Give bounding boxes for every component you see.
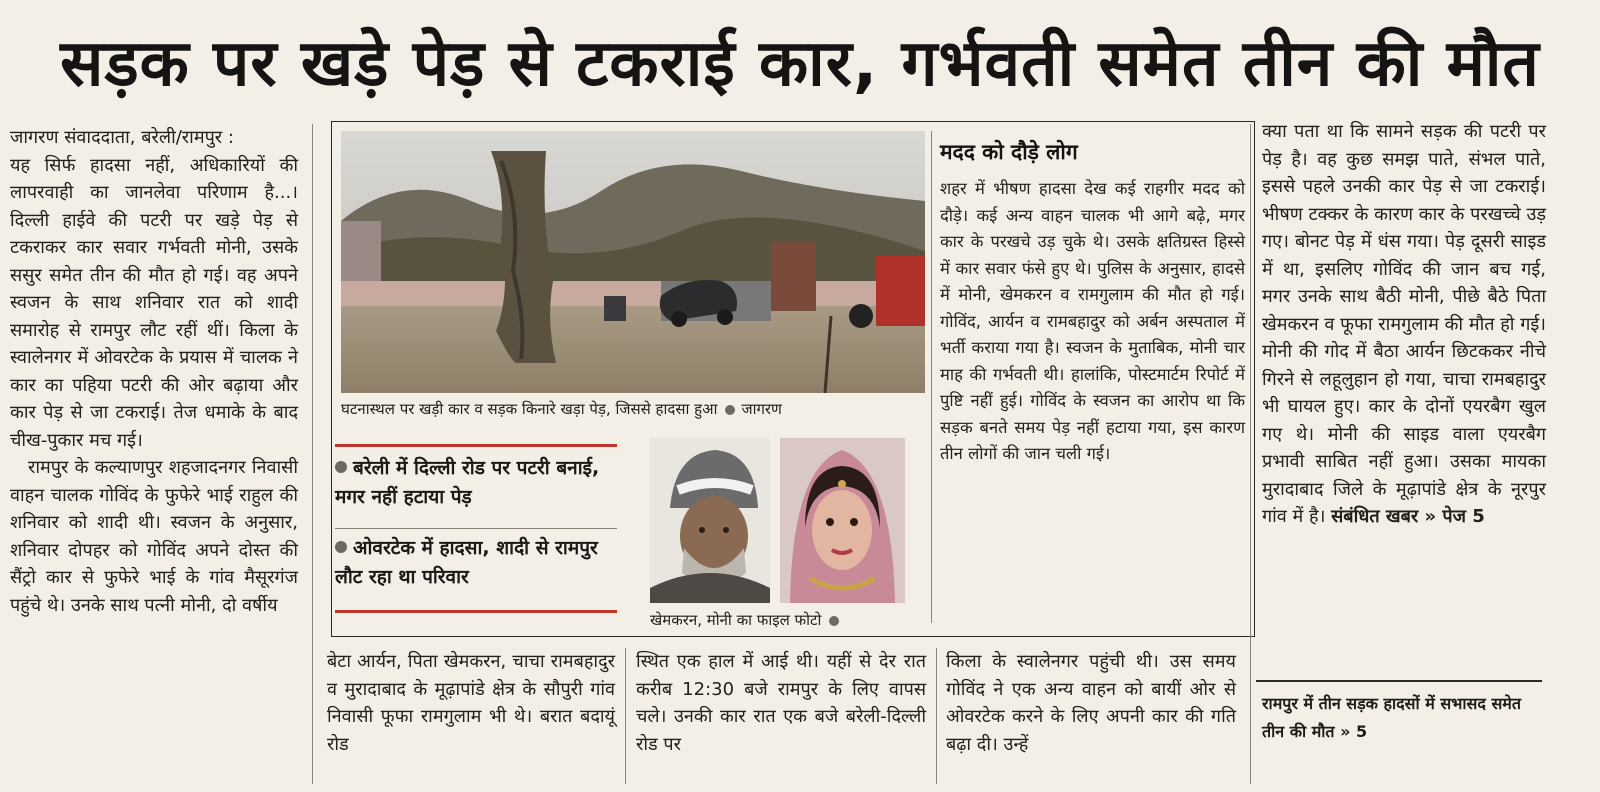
highlights-box bbox=[335, 450, 617, 618]
highlight-divider bbox=[335, 528, 617, 529]
highlight-text: बरेली में दिल्ली रोड पर पटरी बनाई, मगर नहीं हटाया पेड़ bbox=[335, 457, 600, 508]
article-paragraph: क्या पता था कि सामने सड़क की पटरी पर पेड़ है। वह कुछ समझ पाते, संभल पाते, इससे पहले उनकी कार पेड़ से जा टकराई। भीषण टक्कर के कारण कार के परखच्चे उड़ गए। बोनट पेड़ में धंस गया। पेड़ दूसरी साइड में था, इसलिए गोविंद की जान बच गई, मगर उनके साथ बैठी मोनी, पीछे बैठे पिता खेमकरन व फूफा रामगुलाम की मौत हो गई। मोनी की गोद में बैठा आर्यन छिटककर नीचे गिरने से लहूलुहान हो गया, चाचा रामबहादुर भी घायल हुए। कार के दोनों एयरबैग खुल गए थे। मोनी की साइड वाला एयरबैग प्रभावी साबित नहीं हुआ। उसका मायका मुरादाबाद जिले के मूढ़ापांडे क्षेत्र के नूरपुर गांव में है। bbox=[1262, 121, 1546, 527]
headline: सड़क पर खड़े पेड़ से टकराई कार, गर्भवती समेत तीन की मौत bbox=[60, 27, 1540, 101]
column-divider bbox=[936, 648, 937, 784]
portrait-moni bbox=[780, 438, 905, 603]
article-paragraph: रामपुर के कल्याणपुर शहजादनगर निवासी वाहन चालक गोविंद के फुफेरे भाई राहुल की शनिवार को शादी थी। स्वजन के अनुसार, शनिवार दोपहर को गोविंद अपने दोस्त की सैंट्रो कार से फुफेरे भाई के गांव मैसूरगंज पहुंचे थे। उनके साथ पत्नी मोनी, दो वर्षीय bbox=[10, 457, 298, 616]
reference-text: रामपुर में तीन सड़क हादसों में सभासद समेत तीन की मौत » 5 bbox=[1262, 694, 1521, 741]
bullet-icon bbox=[335, 461, 347, 473]
highlight-rule-top bbox=[335, 444, 617, 447]
highlight-rule-bottom bbox=[335, 610, 617, 613]
accident-scene-photo bbox=[341, 131, 925, 393]
article-column-3 bbox=[636, 648, 926, 784]
column-divider bbox=[312, 124, 313, 784]
credit-dot-icon bbox=[829, 616, 839, 626]
highlight-item bbox=[335, 534, 617, 592]
highlight-item bbox=[335, 454, 617, 512]
portrait-caption bbox=[650, 610, 845, 630]
credit-dot-icon bbox=[725, 405, 735, 415]
bullet-icon bbox=[335, 541, 347, 553]
article-paragraph: स्थित एक हाल में आई थी। यहीं से देर रात करीब 12:30 बजे रामपुर के लिए वापस चले। उनकी कार रात एक बजे बरेली-दिल्ली रोड पर bbox=[636, 651, 926, 755]
article-column-2 bbox=[327, 648, 615, 784]
article-column-5 bbox=[1262, 118, 1546, 674]
photo-credit: जागरण bbox=[741, 400, 782, 418]
photo-caption bbox=[341, 399, 782, 419]
sidebar-title: मदद को दौड़े लोग bbox=[940, 140, 1078, 164]
article-paragraph: बेटा आर्यन, पिता खेमकरन, चाचा रामबहादुर व मुरादाबाद के मूढ़ापांडे क्षेत्र के सौपुरी गांव निवासी फूफा रामगुलाम भी थे। बरात बदायूं रोड bbox=[327, 651, 615, 755]
highlight-text: ओवरटेक में हादसा, शादी से रामपुर लौट रहा था परिवार bbox=[335, 537, 598, 588]
sidebar-divider bbox=[931, 131, 932, 623]
column-divider bbox=[625, 648, 626, 784]
column-divider bbox=[1250, 124, 1251, 784]
portrait-caption-text: खेमकरन, मोनी का फाइल फोटो bbox=[650, 611, 822, 629]
article-paragraph: किला के स्वालेनगर पहुंची थी। उस समय गोविंद ने एक अन्य वाहन को बायीं ओर से ओवरटेक करने के लिए अपनी कार की गति बढ़ा दी। उन्हें bbox=[946, 651, 1236, 755]
article-column-4 bbox=[946, 648, 1236, 784]
dateline: जागरण संवाददाता, बरेली/रामपुर : bbox=[10, 127, 234, 148]
photo-caption-text: घटनास्थल पर खड़ी कार व सड़क किनारे खड़ा पेड़, जिससे हादसा हुआ bbox=[341, 400, 718, 418]
portrait-man-image bbox=[650, 438, 770, 603]
reference-box[interactable] bbox=[1256, 680, 1542, 778]
article-column-1 bbox=[10, 124, 298, 784]
related-story-link[interactable]: संबंधित खबर » पेज 5 bbox=[1331, 506, 1485, 527]
sidebar-text: शहर में भीषण हादसा देख कई राहगीर मदद को दौड़े। कई अन्य वाहन चालक भी आगे बढ़े, मगर कार के परखचे उड़ चुके थे। उसके क्षतिग्रस्त हिस्से में कार सवार फंसे हुए थे। पुलिस के अनुसार, हादसे में मोनी, खेमकरन व रामगुलाम की मौत हो गई। गोविंद, आर्यन व रामबहादुर को अर्बन अस्पताल में भर्ती कराया गया है। स्वजन के मुताबिक, मोनी चार माह की गर्भवती थी। हालांकि, पोस्टमार्टम रिपोर्ट में पुष्टि नहीं हुई। गोविंद के स्वजन का आरोप था कि सड़क बनते समय पेड़ नहीं हटाया गया, इस कारण तीन लोगों की जान चली गई। bbox=[940, 179, 1245, 463]
article-paragraph: यह सिर्फ हादसा नहीं, अधिकारियों की लापरवाही का जानलेवा परिणाम है...। दिल्ली हाईवे की पटरी पर खड़े पेड़ से टकराकर कार सवार गर्भवती मोनी, उसके ससुर समेत तीन की मौत हो गई। वह अपने स्वजन के साथ शनिवार रात को शादी समारोह से रामपुर लौट रहीं थीं। किला के स्वालेनगर में ओवरटेक के प्रयास में चालक ने कार का पहिया पटरी की ओर बढ़ाया और कार पेड़ से जा टकराई। तेज धमाके के बाद चीख-पुकार मच गई। bbox=[10, 154, 298, 451]
portrait-khemkaran bbox=[650, 438, 770, 603]
portrait-woman-image bbox=[780, 438, 905, 603]
accident-scene-image bbox=[341, 131, 925, 393]
